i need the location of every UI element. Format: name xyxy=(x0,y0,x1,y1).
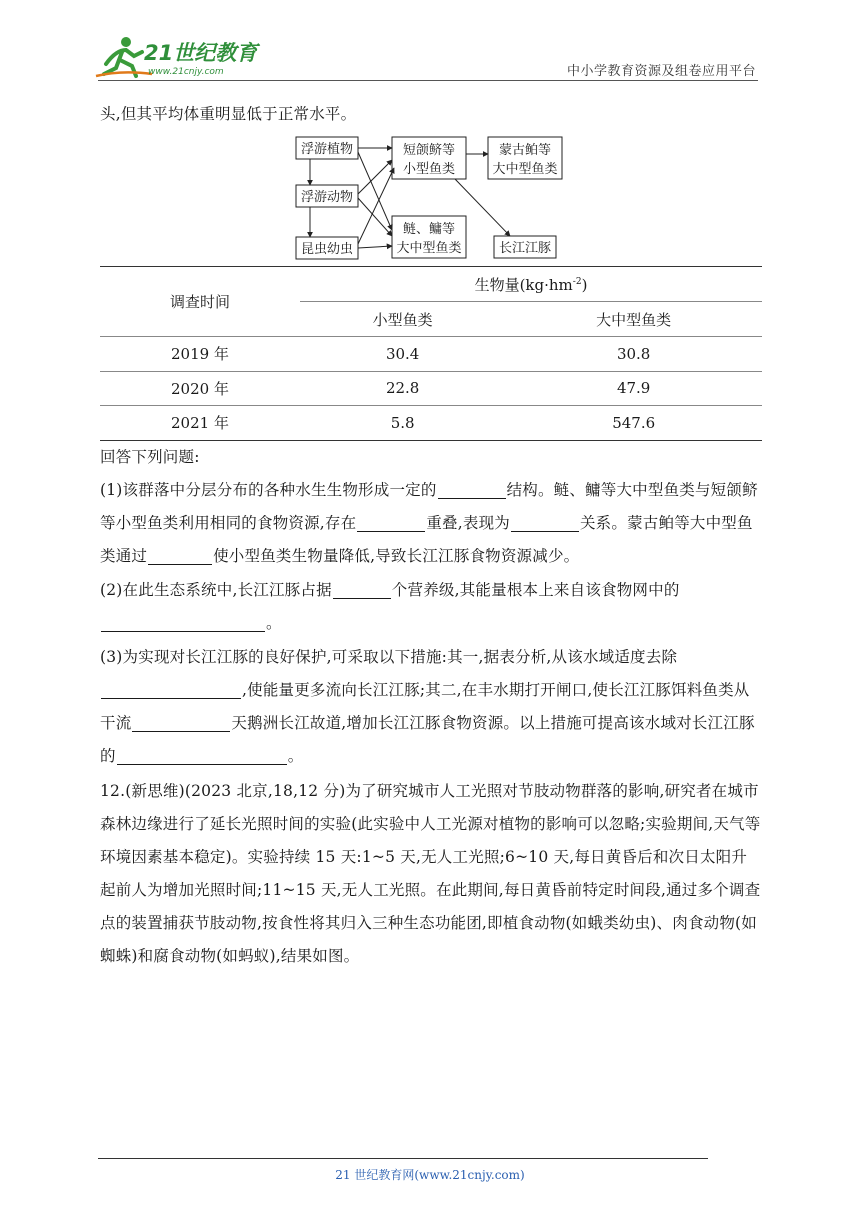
question-12: 12.(新思维)(2023 北京,18,12 分)为了研究城市人工光照对节肢动物群落的影响,研究者在城市森林边缘进行了延长光照时间的实验(此实验中人工光源对植物的影响可以忽略;实验期间,天气等环境因素基本稳定)。实验持续 15 天:1~5 天,无人工光照;6~10 天,每日黄昏后和次日太阳升起前人为增加光照时间;11~15 天,无人工光照。在此期间,每日黄昏前特定时间段,通过多个调查点的装置捕获节肢动物,按食性将其归入三种生态功能团,即植食动物(如蛾类幼虫)、肉食动物(如蜘蛛)和腐食动物(如蚂蚁),结果如图。 xyxy=(100,782,761,965)
header-biomass: 生物量$(kg\cdot hm^{-2})$ xyxy=(300,267,762,302)
answer-blank[interactable] xyxy=(333,580,391,599)
svg-text:蒙古鲌等: 蒙古鲌等 xyxy=(498,143,552,158)
header-large-fish: 大中型鱼类 xyxy=(596,310,672,329)
answer-blank[interactable] xyxy=(101,613,265,632)
svg-text:www.21cnjy.com: www.21cnjy.com xyxy=(148,67,224,77)
header-survey-time: 调查时间 xyxy=(169,293,230,311)
biomass-table xyxy=(100,266,762,441)
food-web-diagram xyxy=(290,132,580,266)
questions-prompt: 回答下列问题: xyxy=(100,448,200,466)
svg-text:小型鱼类: 小型鱼类 xyxy=(402,162,456,177)
svg-text:大中型鱼类: 大中型鱼类 xyxy=(396,241,462,256)
arrow-plant-to-large xyxy=(358,152,392,230)
svg-text:浮游植物: 浮游植物 xyxy=(300,142,354,157)
footer-text: 21 世纪教育网(www.21cnjy.com) xyxy=(335,1168,525,1182)
svg-text:长江江豚: 长江江豚 xyxy=(498,241,552,256)
site-logo xyxy=(92,34,262,80)
answer-blank[interactable] xyxy=(101,680,241,699)
answer-blank[interactable] xyxy=(132,713,230,732)
answer-blank[interactable] xyxy=(117,746,287,765)
svg-text:浮游动物: 浮游动物 xyxy=(300,190,354,205)
table-row: 2019 年 30.4 30.8 xyxy=(100,337,762,372)
arrow-insect-to-large xyxy=(358,246,392,248)
platform-name: 中小学教育资源及组卷应用平台 xyxy=(566,64,756,79)
footer-divider xyxy=(98,1158,708,1159)
table-row: 2021 年 5.8 547.6 xyxy=(100,406,762,441)
header-divider xyxy=(98,80,758,81)
svg-text:21世纪教育: 21世纪教育 xyxy=(144,41,258,65)
arrow-zoo-to-large xyxy=(358,198,392,236)
question-1: (1)该群落中分层分布的各种水生生物形成一定的 结构。鲢、鳙等大中型鱼类与短颌鲚等小型鱼类利用相同的食物资源,存在 重叠,表现为 关系。蒙古鲌等大中型鱼类通过 使小型鱼类生物量降低,导致长江江豚食物资源减少。 xyxy=(100,481,758,565)
question-3: (3)为实现对长江江豚的良好保护,可采取以下措施:其一,据表分析,从该水域适度去除,使能量更多流向长江江豚;其二,在丰水期打开闸口,使长江江豚饵料鱼类从干流 天鹅洲长江故道,增加长江江豚食物资源。以上措施可提高该水域对长江江豚的 。 xyxy=(100,648,755,765)
answer-blank[interactable] xyxy=(438,480,506,499)
intro-line: 头,但其平均体重明显低于正常水平。 xyxy=(100,105,357,123)
svg-text:昆虫幼虫: 昆虫幼虫 xyxy=(300,242,354,257)
answer-blank[interactable] xyxy=(148,546,212,565)
svg-text:短颌鲚等: 短颌鲚等 xyxy=(402,143,456,158)
header-small-fish: 小型鱼类 xyxy=(372,310,433,329)
svg-text:鲢、鳙等: 鲢、鳙等 xyxy=(402,222,456,237)
arrow-zoo-to-small xyxy=(358,160,392,194)
question-2: (2)在此生态系统中,长江江豚占据 个营养级,其能量根本上来自该食物网中的。 xyxy=(100,581,680,632)
arrow-small-to-porpoise xyxy=(455,179,510,236)
svg-text:大中型鱼类: 大中型鱼类 xyxy=(492,162,558,177)
table-row: 2020 年 22.8 47.9 xyxy=(100,371,762,406)
answer-blank[interactable] xyxy=(357,513,425,532)
answer-blank[interactable] xyxy=(511,513,579,532)
